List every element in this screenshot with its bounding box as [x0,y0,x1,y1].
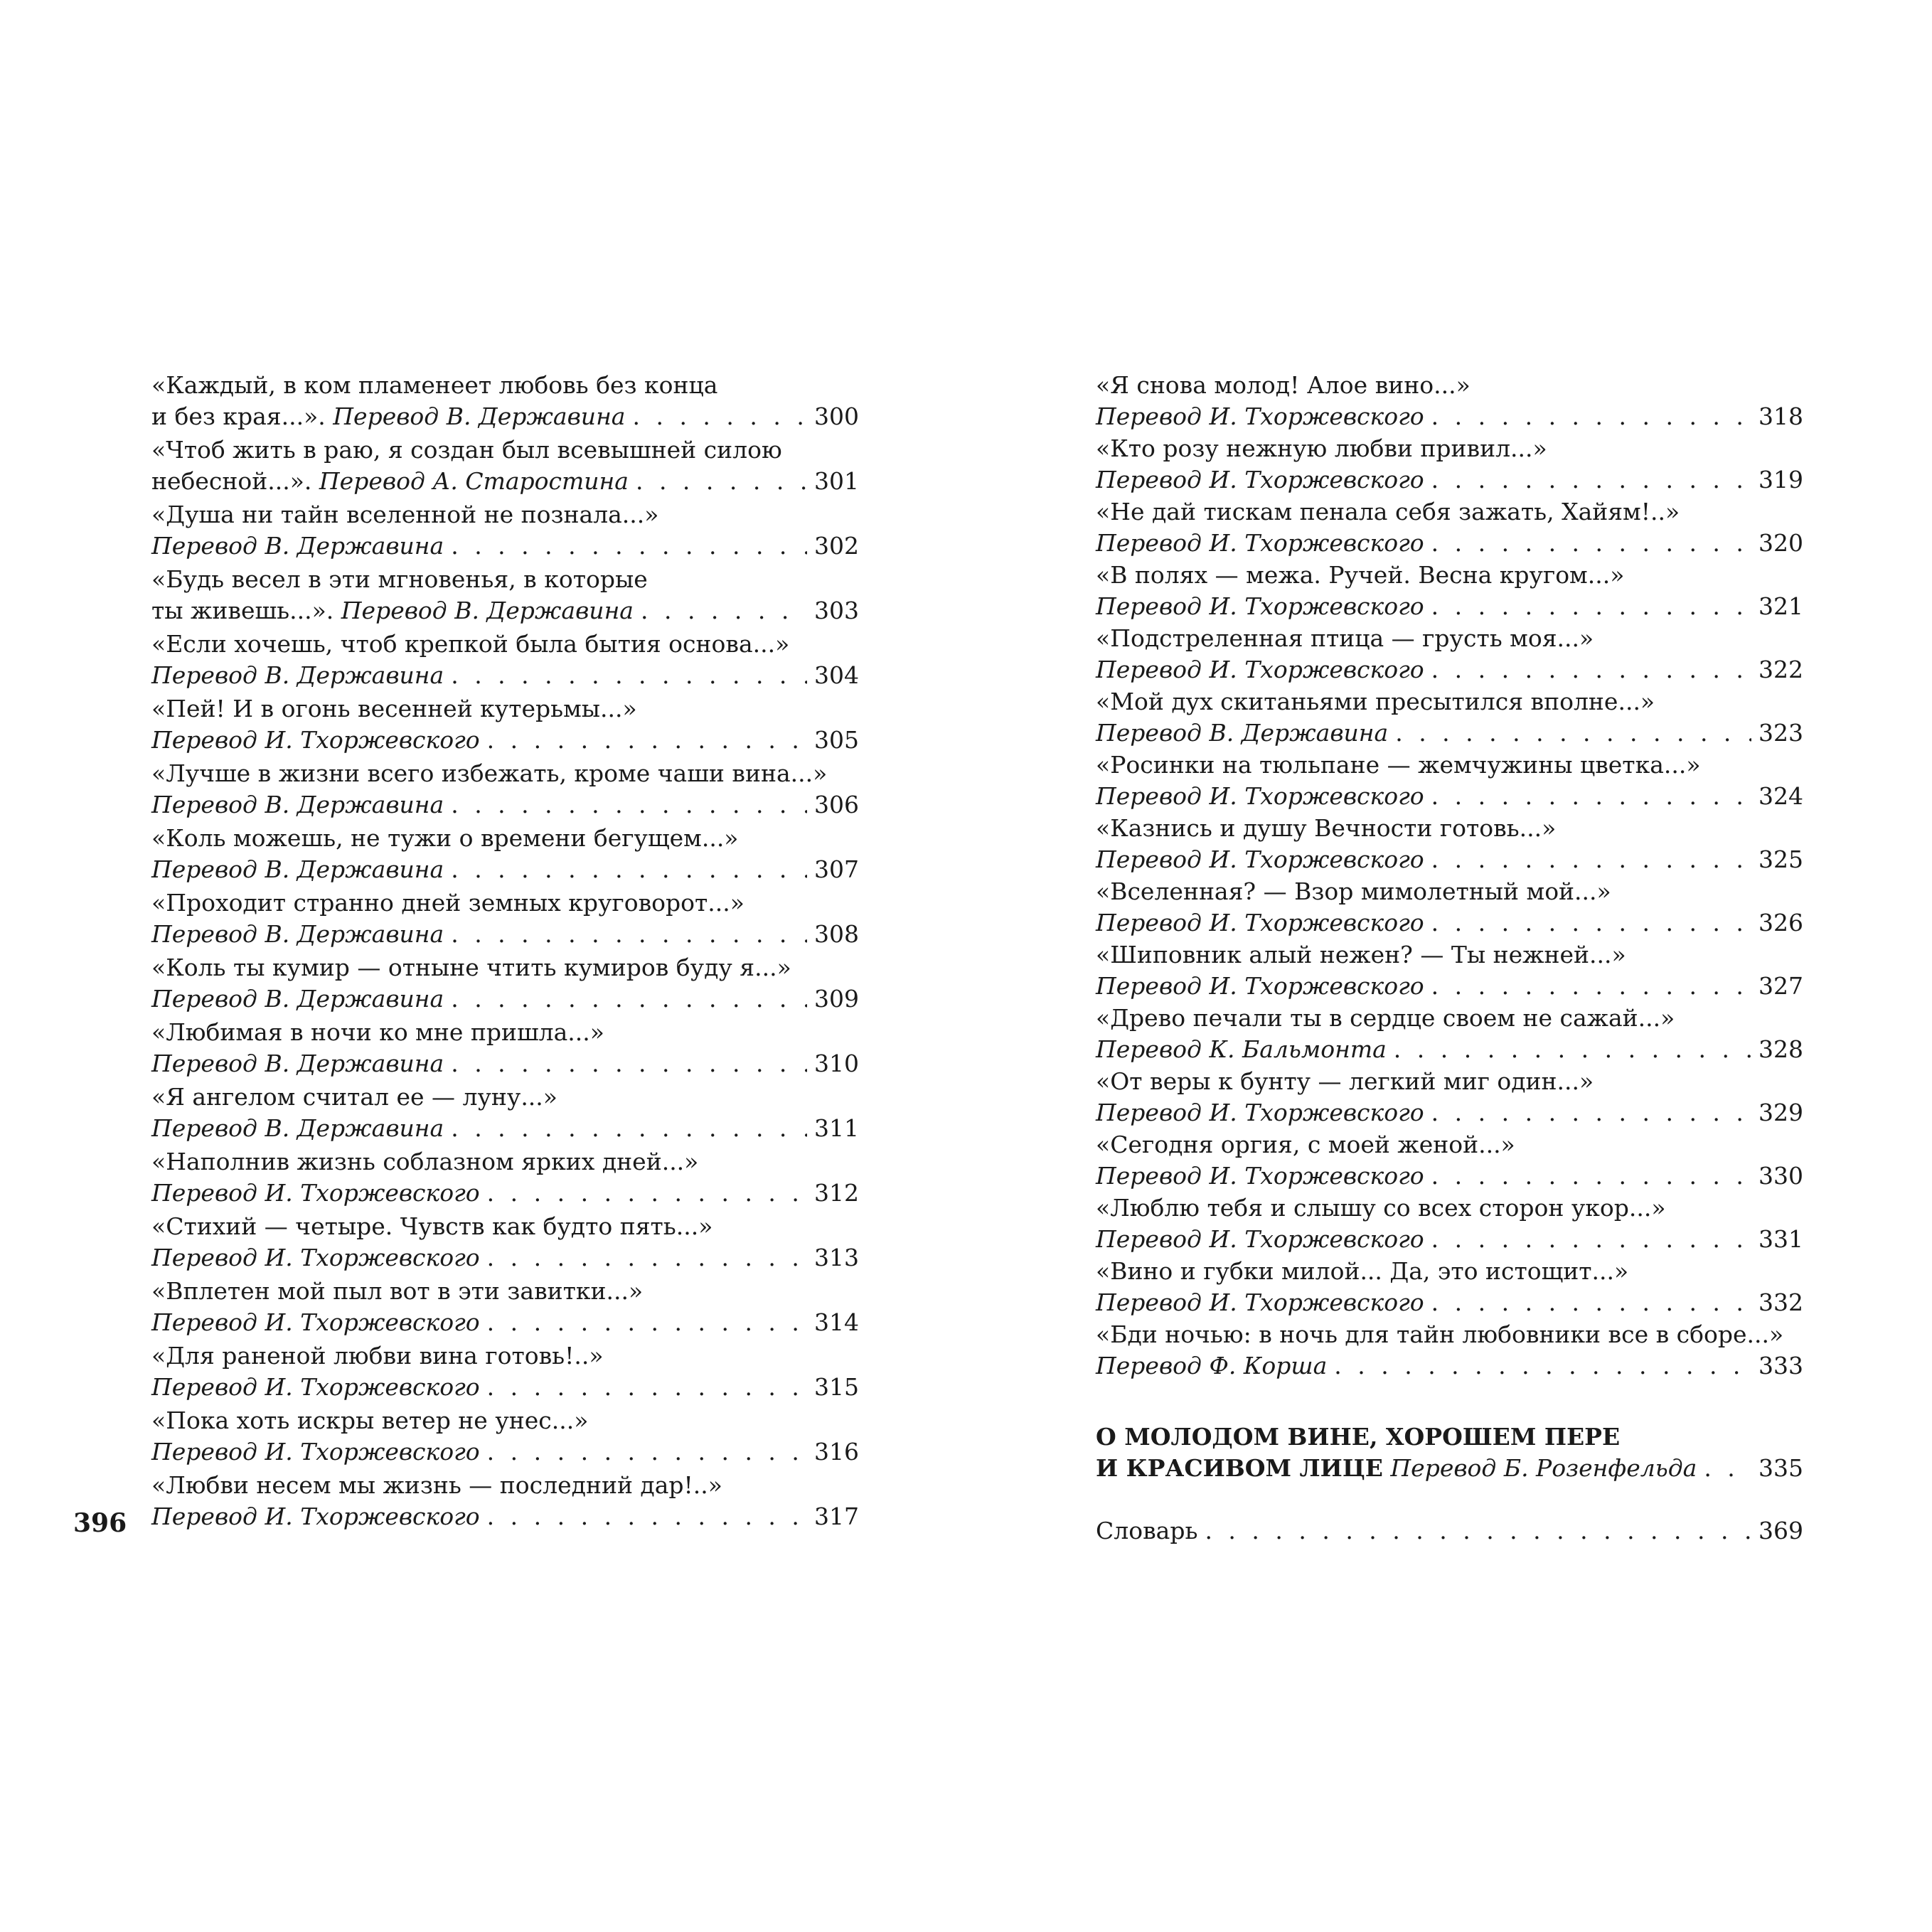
entry-second-line [1096,528,1803,559]
leader-dots [636,466,807,497]
entry-page-number: 303 [814,597,859,624]
entry-page-number: 327 [1758,972,1803,1000]
toc-entry [151,693,859,756]
entry-translator: Перевод И. Тхоржевского [1096,592,1424,620]
entry-page-number: 319 [1758,466,1803,493]
toc-right-entries [1096,370,1803,1382]
entry-page-number: 314 [814,1308,859,1336]
entry-prefix: ты живешь...». [151,597,341,624]
entry-second-line [151,1178,859,1209]
entry-lead [151,1501,480,1532]
entry-translator: Перевод В. Державина [333,402,626,430]
entry-second-line [1096,844,1803,875]
leader-dots [1431,464,1751,496]
leader-dots [1334,1350,1751,1382]
entry-first-line: «От веры к бунту — легкий миг один...» [1096,1067,1594,1095]
entry-second-line [1096,591,1803,622]
entry-second-line [1096,1350,1803,1382]
leader-dots [451,1113,807,1144]
toc-entry [1096,939,1803,1002]
entry-page-number: 300 [814,402,859,430]
entry-second-line [151,1436,859,1468]
entry-prefix: небесной...». [151,467,319,495]
toc-entry [1096,749,1803,812]
entry-lead [1096,654,1424,685]
toc-dictionary [1096,1515,1803,1547]
leader-dots [487,1501,807,1532]
entry-translator: Перевод А. Старостина [319,467,629,495]
dictionary-label: Словарь [1096,1517,1198,1544]
entry-translator: Перевод В. Державина [151,985,444,1013]
toc-entry [151,564,859,626]
toc-entry [151,434,859,497]
entry-second-line [1096,1287,1803,1318]
toc-entry [151,1082,859,1144]
toc-entry [1096,496,1803,559]
entry-lead [1096,1287,1424,1318]
toc-entry [151,952,859,1015]
entry-page-number: 322 [1758,656,1803,683]
toc-entry [151,629,859,691]
entry-second-line [151,530,859,562]
entry-page-number: 312 [814,1179,859,1207]
entry-page-number: 330 [1758,1162,1803,1190]
entry-lead [151,1048,444,1079]
leader-dots [1395,717,1751,749]
entry-lead [1096,907,1424,939]
toc-entry [1096,876,1803,939]
entry-second-line [151,660,859,691]
leader-dots [451,983,807,1015]
entry-lead [151,1178,480,1209]
entry-second-line [1096,401,1803,432]
entry-first-line: «Я ангелом считал ее — луну...» [151,1083,557,1111]
entry-first-line: «Душа ни тайн вселенной не познала...» [151,501,659,528]
entry-second-line [1096,654,1803,685]
toc-right-column [1096,370,1803,1547]
entry-page-number: 302 [814,532,859,560]
entry-translator: Перевод К. Бальмонта [1096,1035,1387,1063]
entry-page-number: 321 [1758,592,1803,620]
toc-entry [1096,1129,1803,1192]
entry-translator: Перевод В. Державина [151,661,444,689]
entry-lead [151,1307,480,1338]
entry-page-number: 324 [1758,782,1803,810]
entry-translator: Перевод И. Тхоржевского [1096,1225,1424,1253]
entry-translator: Перевод В. Державина [151,1050,444,1077]
entry-first-line: «Сегодня оргия, с моей женой...» [1096,1131,1515,1158]
toc-entry [1096,686,1803,749]
entry-translator: Перевод И. Тхоржевского [151,726,480,754]
entry-second-line [151,1307,859,1338]
entry-translator: Перевод И. Тхоржевского [151,1373,480,1401]
leader-dots [1431,1224,1751,1255]
entry-translator: Перевод И. Тхоржевского [1096,845,1424,873]
leader-dots [641,595,807,626]
section-title-text-2: И КРАСИВОМ ЛИЦЕ [1096,1454,1383,1482]
entry-first-line: «Будь весел в эти мгновенья, в которые [151,565,648,593]
entry-second-line [1096,971,1803,1002]
leader-dots [451,1048,807,1079]
leader-dots [1431,591,1751,622]
toc-entry [151,1211,859,1274]
entry-first-line: «Проходит странно дней земных круговорот...» [151,889,744,917]
entry-lead [1096,1224,1424,1255]
entry-first-line: «Коль можешь, не тужи о времени бегущем...» [151,824,739,852]
toc-entry [1096,1319,1803,1382]
entry-translator: Перевод И. Тхоржевского [1096,1288,1424,1316]
entry-second-line [151,725,859,756]
entry-translator: Перевод И. Тхоржевского [151,1308,480,1336]
dictionary-page-number: 369 [1758,1517,1803,1544]
entry-lead [151,919,444,950]
section-title-line1 [1096,1421,1803,1453]
entry-page-number: 329 [1758,1099,1803,1126]
entry-lead [1096,717,1388,749]
toc-section-heading [1096,1421,1803,1484]
leader-dots [487,1436,807,1468]
entry-translator: Перевод И. Тхоржевского [1096,402,1424,430]
leader-dots [487,1372,807,1403]
entry-first-line: «Каждый, в ком пламенеет любовь без конца [151,371,718,399]
entry-page-number: 318 [1758,402,1803,430]
toc-entry [151,1146,859,1209]
entry-second-line [1096,1034,1803,1065]
toc-entry [1096,370,1803,432]
entry-lead [151,595,634,626]
entry-lead [151,660,444,691]
entry-lead [151,983,444,1015]
entry-first-line: «Коль ты кумир — отныне чтить кумиров буду я...» [151,954,791,981]
leader-dots [451,660,807,691]
toc-entry [1096,1003,1803,1065]
entry-lead [151,789,444,821]
entry-page-number: 306 [814,791,859,818]
entry-lead [1096,971,1424,1002]
entry-lead [1096,1034,1387,1065]
entry-first-line: «Вселенная? — Взор мимолетный мой...» [1096,877,1611,905]
entry-second-line [151,919,859,950]
entry-lead [1096,1350,1327,1382]
toc-entry [1096,1256,1803,1318]
toc-entry [151,370,859,432]
section-page-number: 335 [1758,1454,1803,1482]
entry-page-number: 320 [1758,529,1803,557]
entry-page-number: 323 [1758,719,1803,747]
entry-page-number: 301 [814,467,859,495]
leader-dots [1704,1453,1751,1484]
entry-page-number: 331 [1758,1225,1803,1253]
entry-lead [1096,1160,1424,1192]
entry-translator: Перевод В. Державина [1096,719,1389,747]
entry-lead [151,530,444,562]
entry-first-line: «Древо печали ты в сердце своем не сажай...» [1096,1004,1675,1032]
entry-first-line: «Мой дух скитаньями пресытился вполне...» [1096,688,1655,715]
entry-translator: Перевод И. Тхоржевского [151,1503,480,1530]
toc-entry [151,1340,859,1403]
leader-dots [451,919,807,950]
entry-first-line: «Бди ночью: в ночь для тайн любовники все в сборе...» [1096,1320,1784,1348]
entry-second-line [151,595,859,626]
entry-page-number: 317 [814,1503,859,1530]
entry-second-line [1096,907,1803,939]
entry-page-number: 309 [814,985,859,1013]
entry-translator: Перевод В. Державина [341,597,634,624]
toc-entry [151,1470,859,1532]
entry-translator: Перевод И. Тхоржевского [151,1244,480,1271]
entry-second-line [151,983,859,1015]
entry-first-line: «Чтоб жить в раю, я создан был всевышней силою [151,436,782,464]
entry-second-line [151,854,859,885]
entry-first-line: «Для раненой любви вина готовь!..» [151,1342,604,1370]
entry-lead [151,1436,480,1468]
entry-lead [151,1242,480,1274]
entry-translator: Перевод И. Тхоржевского [1096,1162,1424,1190]
entry-first-line: «Я снова молод! Алое вино...» [1096,371,1471,399]
entry-lead [151,401,625,432]
entry-translator: Перевод В. Державина [151,791,444,818]
entry-translator: Перевод И. Тхоржевского [1096,972,1424,1000]
section-title-text: О МОЛОДОМ ВИНЕ, ХОРОШЕМ ПЕРЕ [1096,1423,1621,1451]
entry-first-line: «Кто розу нежную любви привил...» [1096,434,1547,462]
toc-entry [151,1017,859,1079]
entry-first-line: «Пока хоть искры ветер не унес...» [151,1407,589,1434]
entry-translator: Перевод И. Тхоржевского [1096,782,1424,810]
leader-dots [487,1178,807,1209]
entry-page-number: 332 [1758,1288,1803,1316]
entry-page-number: 325 [1758,845,1803,873]
entry-first-line: «Подстреленная птица — грусть моя...» [1096,624,1594,652]
entry-page-number: 305 [814,726,859,754]
leader-dots [1431,1287,1751,1318]
entry-lead [1096,591,1424,622]
entry-lead [1096,781,1424,812]
leader-dots [1431,844,1751,875]
entry-second-line [1096,1160,1803,1192]
entry-lead [151,854,444,885]
leader-dots [451,789,807,821]
leader-dots [1431,401,1751,432]
entry-translator: Перевод И. Тхоржевского [1096,1099,1424,1126]
entry-lead [1096,844,1424,875]
entry-lead [1096,528,1424,559]
entry-second-line [1096,464,1803,496]
entry-first-line: «Не дай тискам пенала себя зажать, Хайям!..» [1096,498,1680,525]
entry-page-number: 315 [814,1373,859,1401]
entry-lead [151,1372,480,1403]
entry-first-line: «В полях — межа. Ручей. Весна кругом...» [1096,561,1625,589]
entry-first-line: «Стихий — четыре. Чувств как будто пять...» [151,1212,713,1240]
leader-dots [451,530,807,562]
entry-page-number: 308 [814,920,859,948]
section-title-line2 [1096,1453,1803,1484]
entry-second-line [1096,1224,1803,1255]
entry-translator: Перевод И. Тхоржевского [151,1438,480,1466]
entry-first-line: «Наполнив жизнь соблазном ярких дней...» [151,1148,699,1175]
entry-first-line: «Любимая в ночи ко мне пришла...» [151,1018,604,1046]
entry-lead [1096,401,1424,432]
entry-second-line [1096,781,1803,812]
leader-dots [1431,1160,1751,1192]
entry-page-number: 333 [1758,1352,1803,1379]
entry-first-line: «Вино и губки милой... Да, это истощит...» [1096,1257,1629,1285]
toc-entry [1096,623,1803,685]
entry-first-line: «Любви несем мы жизнь — последний дар!..» [151,1471,722,1499]
leader-dots [1431,971,1751,1002]
entry-page-number: 326 [1758,909,1803,936]
entry-second-line [1096,1097,1803,1128]
entry-first-line: «Если хочешь, чтоб крепкой была бытия основа...» [151,630,790,658]
entry-second-line [1096,717,1803,749]
section-translator: Перевод Б. Розенфельда [1390,1454,1697,1482]
entry-second-line [151,1048,859,1079]
entry-lead [1096,1097,1424,1128]
toc-entry [151,887,859,950]
section-lead [1096,1453,1697,1484]
toc-entry [1096,1192,1803,1255]
entry-second-line [151,789,859,821]
entry-first-line: «Люблю тебя и слышу со всех сторон укор...» [1096,1194,1666,1222]
toc-entry [1096,813,1803,875]
leader-dots [632,401,807,432]
entry-page-number: 328 [1758,1035,1803,1063]
entry-page-number: 311 [814,1114,859,1142]
toc-entry [151,758,859,821]
entry-translator: Перевод В. Державина [151,532,444,560]
leader-dots [1431,654,1751,685]
entry-second-line [151,1242,859,1274]
entry-page-number: 304 [814,661,859,689]
entry-translator: Перевод И. Тхоржевского [1096,466,1424,493]
entry-translator: Перевод Ф. Корша [1096,1352,1328,1379]
entry-lead [151,466,629,497]
entry-second-line [151,1113,859,1144]
entry-first-line: «Шиповник алый нежен? — Ты нежней...» [1096,941,1626,968]
entry-translator: Перевод И. Тхоржевского [1096,656,1424,683]
entry-first-line: «Росинки на тюльпане — жемчужины цветка...» [1096,751,1701,779]
entry-page-number: 310 [814,1050,859,1077]
toc-entry [1096,1066,1803,1128]
toc-entry [1096,560,1803,622]
entry-first-line: «Лучше в жизни всего избежать, кроме чаши вина...» [151,759,828,787]
leader-dots [487,1307,807,1338]
entry-page-number: 316 [814,1438,859,1466]
entry-lead [151,1113,444,1144]
leader-dots [451,854,807,885]
entry-translator: Перевод В. Державина [151,855,444,883]
entry-lead [1096,464,1424,496]
entry-second-line [151,401,859,432]
entry-second-line [151,1501,859,1532]
entry-page-number: 307 [814,855,859,883]
toc-entry [1096,433,1803,496]
leader-dots [1431,907,1751,939]
leader-dots [1394,1034,1751,1065]
leader-dots [487,725,807,756]
entry-first-line: «Пей! И в огонь весенней кутерьмы...» [151,695,637,722]
entry-translator: Перевод И. Тхоржевского [1096,529,1424,557]
leader-dots [487,1242,807,1274]
toc-entry [151,1405,859,1468]
entry-prefix: и без края...». [151,402,333,430]
toc-entry [151,823,859,885]
entry-translator: Перевод В. Державина [151,1114,444,1142]
entry-second-line [151,466,859,497]
entry-translator: Перевод В. Державина [151,920,444,948]
page-folio: 396 [73,1508,127,1538]
entry-second-line [151,1372,859,1403]
entry-lead [151,725,480,756]
toc-entry [151,1276,859,1338]
entry-first-line: «Казнись и душу Вечности готовь...» [1096,814,1557,842]
entry-page-number: 313 [814,1244,859,1271]
toc-entry [151,499,859,562]
leader-dots [1205,1515,1751,1547]
entry-first-line: «Вплетен мой пыл вот в эти завитки...» [151,1277,644,1305]
toc-left-column [151,370,859,1535]
leader-dots [1431,781,1751,812]
leader-dots [1431,1097,1751,1128]
leader-dots [1431,528,1751,559]
entry-translator: Перевод И. Тхоржевского [151,1179,480,1207]
entry-translator: Перевод И. Тхоржевского [1096,909,1424,936]
